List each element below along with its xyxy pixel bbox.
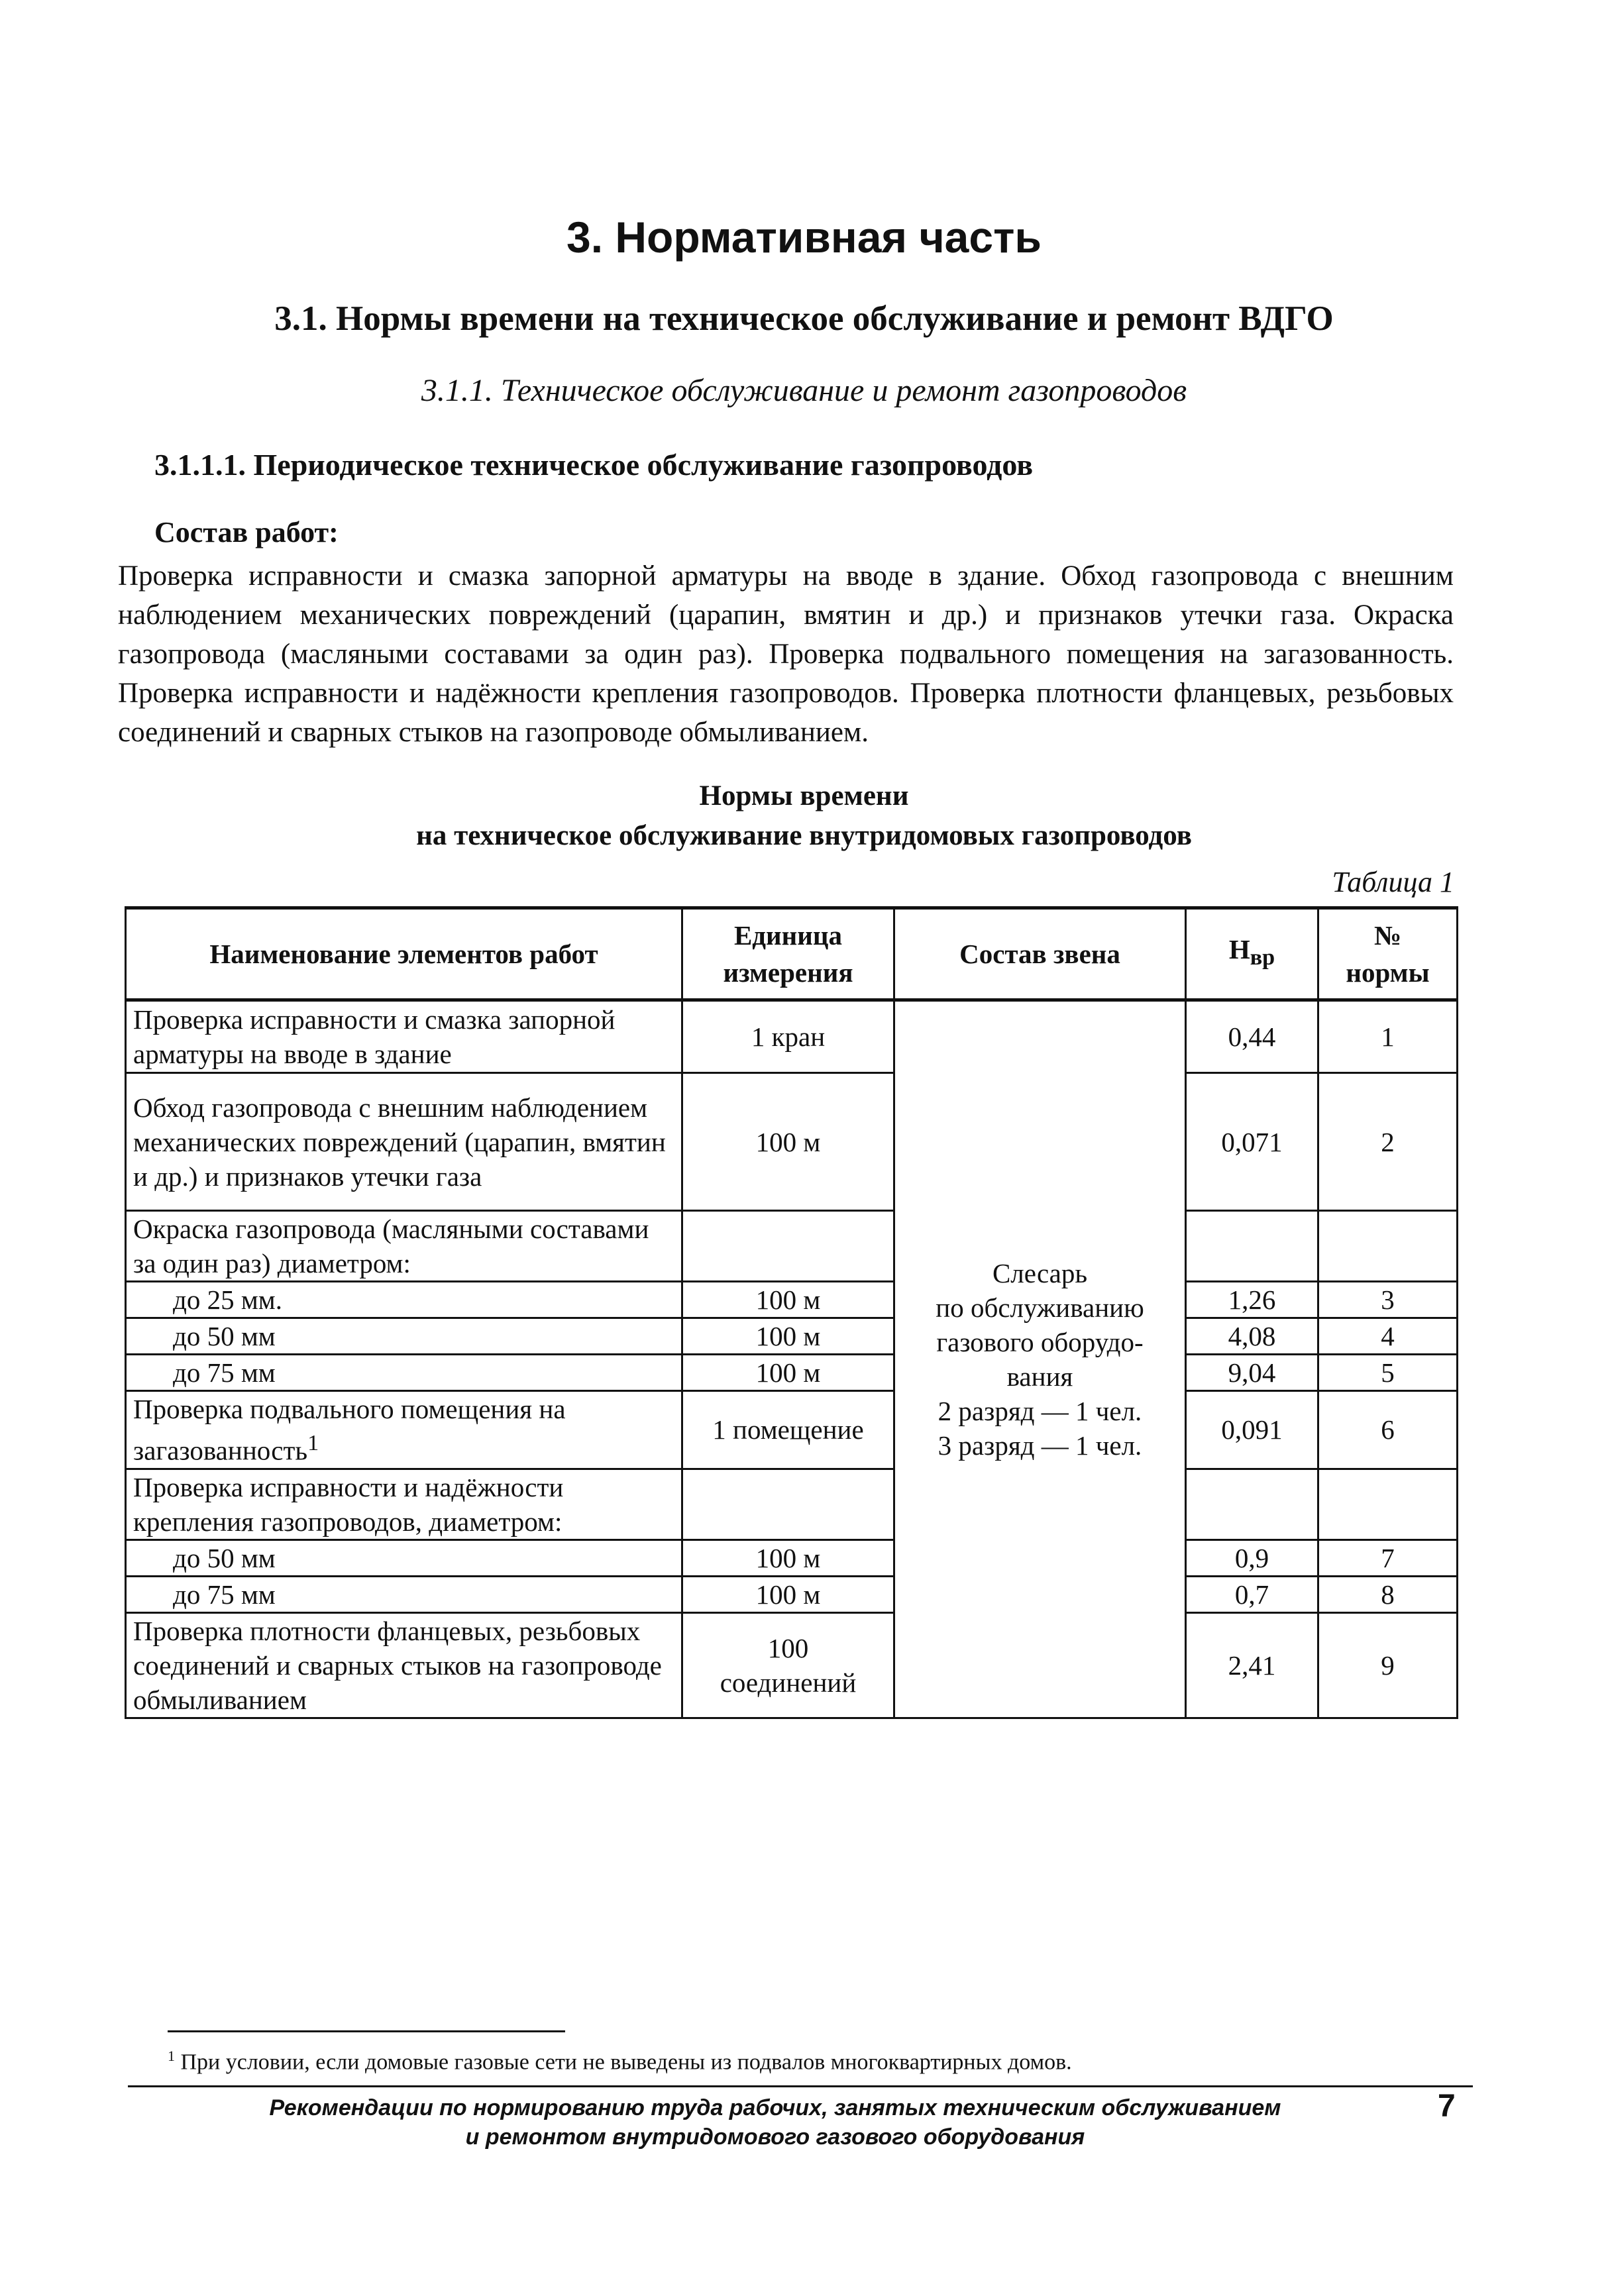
footnote bbox=[168, 2042, 1072, 2077]
table-caption-line1: Нормы времени bbox=[699, 780, 909, 811]
row-number: 4 bbox=[1318, 1318, 1458, 1355]
table-header-row bbox=[126, 908, 1458, 1000]
row-unit: 100 м bbox=[682, 1355, 894, 1391]
row-name: Окраска газопровода (масляными составами за один раз) диаметром: bbox=[126, 1211, 682, 1282]
table-row bbox=[126, 1282, 1458, 1318]
row-norm: 0,44 bbox=[1186, 1000, 1318, 1073]
table-row bbox=[126, 1073, 1458, 1211]
footer-line1: Рекомендации по нормированию труда рабочих, занятых техническим обслуживанием bbox=[269, 2095, 1281, 2120]
table-number: Таблица 1 bbox=[1332, 866, 1454, 898]
table-row bbox=[126, 1612, 1458, 1718]
row-unit: 100 м bbox=[682, 1318, 894, 1355]
row-norm: 2,41 bbox=[1186, 1612, 1318, 1718]
row-unit: 100 м bbox=[682, 1073, 894, 1211]
header-unit: Единица измерения bbox=[682, 908, 894, 1000]
table-row bbox=[126, 1355, 1458, 1391]
table-row bbox=[126, 1576, 1458, 1612]
page-number: 7 bbox=[1438, 2089, 1456, 2124]
row-number: 6 bbox=[1318, 1391, 1458, 1469]
row-name: до 50 мм bbox=[126, 1318, 682, 1355]
table-caption bbox=[0, 776, 1608, 856]
row-unit: 100 соединений bbox=[682, 1612, 894, 1718]
row-norm: 0,9 bbox=[1186, 1539, 1318, 1576]
row-name: до 75 мм bbox=[126, 1576, 682, 1612]
row-norm: 0,091 bbox=[1186, 1391, 1318, 1469]
header-crew: Состав звена bbox=[894, 908, 1186, 1000]
table-row bbox=[126, 1391, 1458, 1469]
row-norm: 1,26 bbox=[1186, 1282, 1318, 1318]
footnote-divider bbox=[168, 2030, 565, 2032]
row-norm: 0,7 bbox=[1186, 1576, 1318, 1612]
table-caption-line2: на техническое обслуживание внутридомовых газопроводов bbox=[416, 820, 1192, 851]
row-unit: 100 м bbox=[682, 1539, 894, 1576]
row-unit: 100 м bbox=[682, 1282, 894, 1318]
table-row bbox=[126, 1318, 1458, 1355]
footer-line2: и ремонтом внутридомового газового оборудования bbox=[465, 2124, 1085, 2150]
row-number: 2 bbox=[1318, 1073, 1458, 1211]
running-footer bbox=[119, 2093, 1431, 2152]
row-number: 7 bbox=[1318, 1539, 1458, 1576]
row-number: 5 bbox=[1318, 1355, 1458, 1391]
footnote-text: При условии, если домовые газовые сети не выведены из подвалов многоквартирных домов. bbox=[180, 2050, 1072, 2075]
row-name: Проверка подвального помещения на загазованность$^1$ bbox=[126, 1391, 682, 1469]
footnote-mark: 1 bbox=[307, 1431, 319, 1455]
row-name: Проверка плотности фланцевых, резьбовых соединений и сварных стыков на газопроводе обмыливанием bbox=[126, 1612, 682, 1718]
footnote-number: 1 bbox=[168, 2048, 175, 2064]
section-title: 3. Нормативная часть bbox=[566, 213, 1042, 262]
row-number: 9 bbox=[1318, 1612, 1458, 1718]
table-row-group-heading bbox=[126, 1211, 1458, 1282]
row-name: до 50 мм bbox=[126, 1539, 682, 1576]
subsubsection-title: 3.1.1. Техническое обслуживание и ремонт газопроводов bbox=[421, 373, 1187, 408]
header-norm-number: № нормы bbox=[1318, 908, 1458, 1000]
row-unit: 1 помещение bbox=[682, 1391, 894, 1469]
row-norm: 9,04 bbox=[1186, 1355, 1318, 1391]
norms-table bbox=[125, 906, 1458, 1719]
header-name: Наименование элементов работ bbox=[126, 908, 682, 1000]
table-row-group-heading bbox=[126, 1469, 1458, 1539]
table-row bbox=[126, 1539, 1458, 1576]
subsection-title: 3.1. Нормы времени на техническое обслуживание и ремонт ВДГО bbox=[274, 299, 1334, 338]
table-row bbox=[126, 1000, 1458, 1073]
row-number: 3 bbox=[1318, 1282, 1458, 1318]
row-number: 1 bbox=[1318, 1000, 1458, 1073]
row-norm: 0,071 bbox=[1186, 1073, 1318, 1211]
row-number: 8 bbox=[1318, 1576, 1458, 1612]
row-unit: 1 кран bbox=[682, 1000, 894, 1073]
work-composition-label: Состав работ: bbox=[154, 516, 339, 548]
header-norm: $Н_{вр}$ bbox=[1186, 908, 1318, 1000]
work-composition-text: Проверка исправности и смазка запорной арматуры на вводе в здание. Обход газопровода с внешним наблюдением механических повреждений (царапин, вмятин и др.) и признаков утечки газа. Окраска газопровода (масляными составами за один раз). Проверка подвального помещения на загазованность. Проверка исправности и надёжности крепления газопроводов. Проверка плотности фланцевых, резьбовых соединений и сварных стыков на газопроводе обмыливанием. bbox=[118, 560, 1454, 748]
crew-composition: Слесарь по обслуживанию газового оборудо- вания 2 разряд — 1 чел. 3 разряд — 1 чел. bbox=[894, 1000, 1186, 1718]
row-name: до 25 мм. bbox=[126, 1282, 682, 1318]
row-name: Проверка исправности и надёжности крепления газопроводов, диаметром: bbox=[126, 1469, 682, 1539]
item-title: 3.1.1.1. Периодическое техническое обслуживание газопроводов bbox=[154, 448, 1034, 482]
row-unit: 100 м bbox=[682, 1576, 894, 1612]
row-name: Проверка исправности и смазка запорной арматуры на вводе в здание bbox=[126, 1000, 682, 1073]
row-norm: 4,08 bbox=[1186, 1318, 1318, 1355]
row-name: Обход газопровода с внешним наблюдением механических повреждений (царапин, вмятин и др.) и признаков утечки газа bbox=[126, 1073, 682, 1211]
footer-divider bbox=[128, 2085, 1473, 2087]
row-name: до 75 мм bbox=[126, 1355, 682, 1391]
